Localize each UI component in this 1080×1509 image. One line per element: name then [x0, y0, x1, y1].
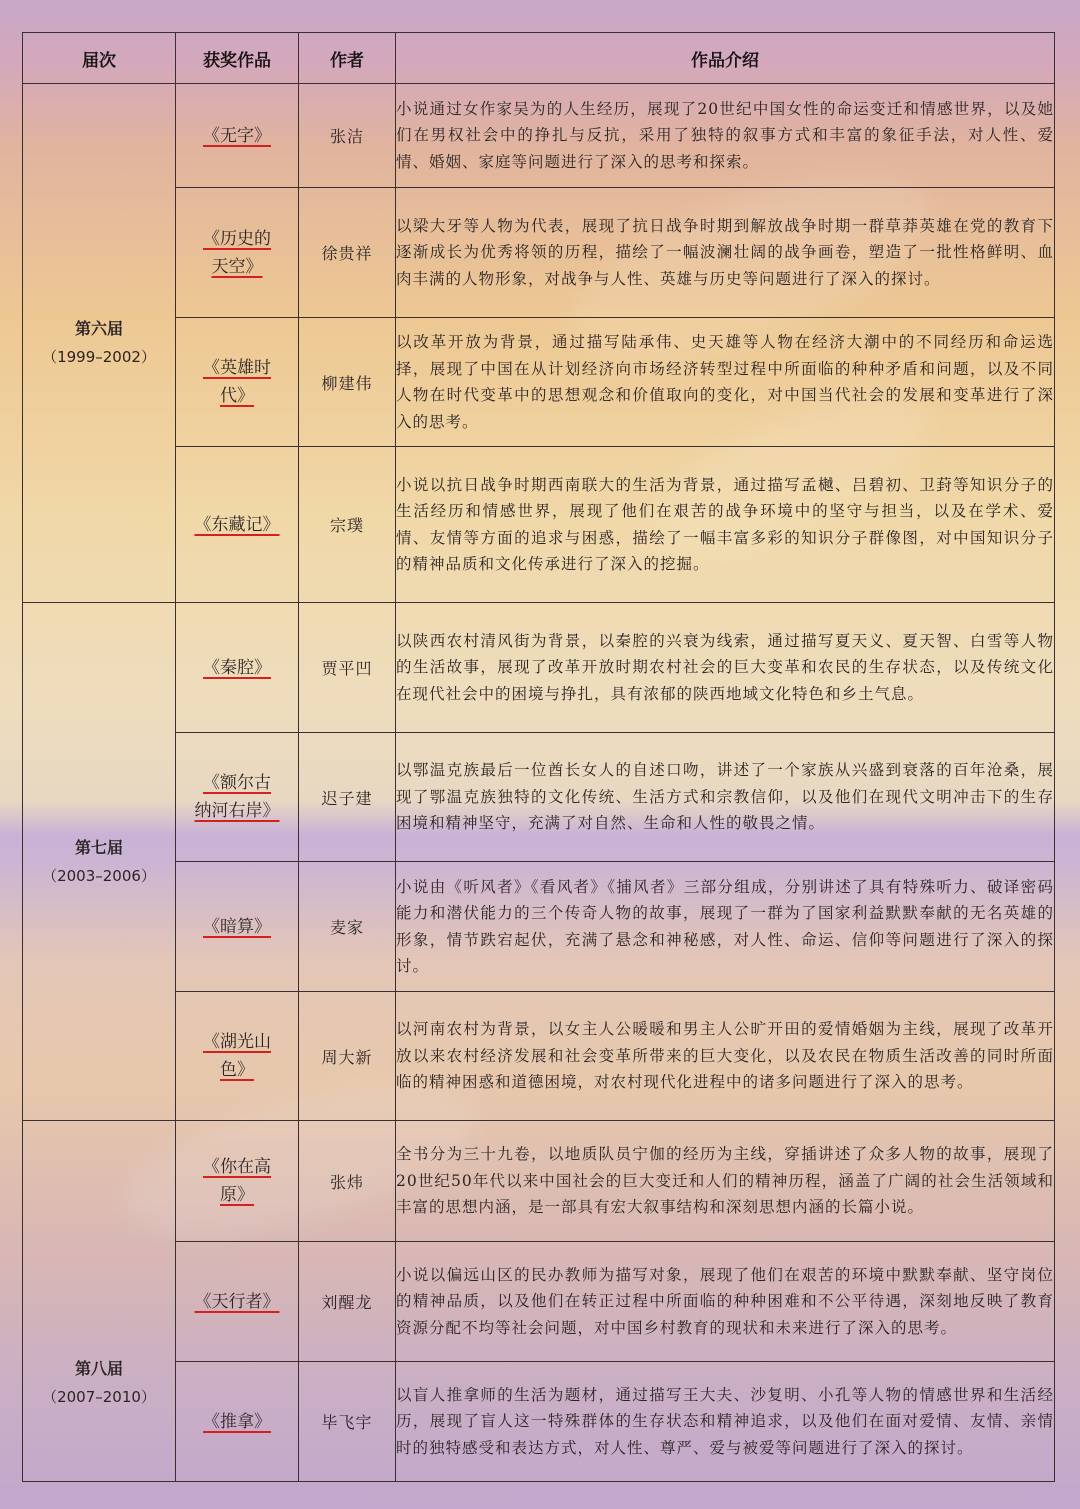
table-row [23, 84, 1055, 188]
table-row [23, 603, 1055, 733]
work-title[interactable]: 《暗算》 [203, 916, 271, 937]
intro-cell: 小说以偏远山区的民办教师为描写对象，展现了他们在艰苦的环境中默默奉献、坚守岗位的精神品质，以及他们在转正过程中所面临的种种困难和不公平待遇，深刻地反映了教育资源分配不均等社会问题，对中国乡村教育的现状和未来进行了深入的思考。 [396, 1242, 1055, 1362]
author-cell: 宗璞 [299, 447, 396, 603]
header-intro: 作品介绍 [396, 33, 1055, 84]
work-title[interactable]: 《无字》 [203, 125, 271, 146]
intro-cell: 小说通过女作家吴为的人生经历，展现了20世纪中国女性的命运变迁和情感世界，以及她们在男权社会中的挣扎与反抗，采用了独特的叙事方式和丰富的象征手法，对人性、爱情、婚姻、家庭等问题进行了深入的思考和探索。 [396, 84, 1055, 188]
awards-table [22, 32, 1055, 1482]
work-cell [176, 1362, 299, 1482]
intro-cell: 小说以抗日战争时期西南联大的生活为背景，通过描写孟樾、吕碧初、卫葑等知识分子的生活经历和情感世界，展现了他们在艰苦的战争环境中的坚守与担当，以及在学术、爱情、友情等方面的追求与困惑，描绘了一幅丰富多彩的知识分子群像图，对中国知识分子的精神品质和文化传承进行了深入的挖掘。 [396, 447, 1055, 603]
session-cell [23, 1121, 176, 1482]
author-cell: 周大新 [299, 992, 396, 1121]
work-title[interactable]: 《推拿》 [203, 1411, 271, 1432]
work-title[interactable]: 《秦腔》 [203, 657, 271, 678]
table-row [23, 318, 1055, 447]
work-cell [176, 733, 299, 862]
work-title[interactable]: 《历史的 [203, 228, 271, 249]
table-row [23, 1121, 1055, 1242]
work-title[interactable]: 《你在高 [203, 1157, 271, 1177]
table-row [23, 733, 1055, 862]
author-cell: 毕飞宇 [299, 1362, 396, 1482]
work-title[interactable]: 《额尔古 [203, 773, 271, 793]
header-author: 作者 [299, 33, 396, 84]
table-row [23, 992, 1055, 1121]
intro-cell: 以鄂温克族最后一位酋长女人的自述口吻，讲述了一个家族从兴盛到衰落的百年沧桑，展现了鄂温克族独特的文化传统、生活方式和宗教信仰，以及他们在现代文明冲击下的生存困境和精神坚守，充满了对自然、生命和人性的敬畏之情。 [396, 733, 1055, 862]
session-name: 第八届 [74, 1359, 123, 1378]
intro-cell: 全书分为三十九卷，以地质队员宁伽的经历为主线，穿插讲述了众多人物的故事，展现了20世纪50年代以来中国社会的巨大变迁和人们的精神历程，涵盖了广阔的社会生活领域和丰富的思想内涵，是一部具有宏大叙事结构和深刻思想内涵的长篇小说。 [396, 1121, 1055, 1242]
work-cell [176, 603, 299, 733]
work-title[interactable]: 纳河右岸》 [194, 801, 280, 821]
table-row [23, 862, 1055, 992]
author-cell: 张洁 [299, 84, 396, 188]
work-cell [176, 188, 299, 318]
work-title[interactable]: 色》 [220, 1060, 254, 1080]
table-row [23, 1362, 1055, 1482]
session-cell [23, 603, 176, 1121]
intro-cell: 以河南农村为背景，以女主人公暖暖和男主人公旷开田的爱情婚姻为主线，展现了改革开放以来农村经济发展和社会变革所带来的巨大变化，以及农民在物质生活改善的同时所面临的精神困惑和道德困境，对农村现代化进程中的诸多问题进行了深入的思考。 [396, 992, 1055, 1121]
work-cell [176, 318, 299, 447]
work-title[interactable]: 原》 [220, 1185, 254, 1205]
table-row [23, 188, 1055, 318]
session-years: （2003–2006） [42, 866, 156, 885]
intro-cell: 以盲人推拿师的生活为题材，通过描写王大夫、沙复明、小孔等人物的情感世界和生活经历，展现了盲人这一特殊群体的生存状态和精神追求，以及他们在面对爱情、友情、亲情时的独特感受和表达方式，对人性、尊严、爱与被爱等问题进行了深入的探讨。 [396, 1362, 1055, 1482]
work-cell [176, 84, 299, 188]
session-cell [23, 84, 176, 603]
work-cell [176, 1121, 299, 1242]
work-cell [176, 862, 299, 992]
author-cell: 柳建伟 [299, 318, 396, 447]
work-cell [176, 992, 299, 1121]
header-session: 届次 [23, 33, 176, 84]
work-title[interactable]: 《湖光山 [203, 1032, 271, 1052]
intro-cell: 以梁大牙等人物为代表，展现了抗日战争时期到解放战争时期一群草莽英雄在党的教育下逐渐成长为优秀将领的历程，描绘了一幅波澜壮阔的战争画卷，塑造了一批性格鲜明、血肉丰满的人物形象，对战争与人性、英雄与历史等问题进行了深入的探讨。 [396, 188, 1055, 318]
work-title[interactable]: 《天行者》 [194, 1291, 280, 1312]
work-cell [176, 447, 299, 603]
work-title[interactable]: 《东藏记》 [194, 514, 280, 535]
header-work: 获奖作品 [176, 33, 299, 84]
author-cell: 迟子建 [299, 733, 396, 862]
intro-cell: 小说由《听风者》《看风者》《捕风者》三部分组成，分别讲述了具有特殊听力、破译密码能力和潜伏能力的三个传奇人物的故事，展现了一群为了国家利益默默奉献的无名英雄的形象，情节跌宕起伏，充满了悬念和神秘感，对人性、命运、信仰等问题进行了深入的探讨。 [396, 862, 1055, 992]
intro-cell: 以改革开放为背景，通过描写陆承伟、史天雄等人物在经济大潮中的不同经历和命运选择，展现了中国在从计划经济向市场经济转型过程中所面临的种种矛盾和问题，以及不同人物在时代变革中的思想观念和价值取向的变化，对中国当代社会的发展和变革进行了深入的思考。 [396, 318, 1055, 447]
work-title[interactable]: 天空》 [211, 256, 263, 277]
table-row [23, 447, 1055, 603]
intro-cell: 以陕西农村清风街为背景，以秦腔的兴衰为线索，通过描写夏天义、夏天智、白雪等人物的生活故事，展现了改革开放时期农村社会的巨大变革和农民的生存状态，以及传统文化在现代社会中的困境与挣扎，具有浓郁的陕西地域文化特色和乡土气息。 [396, 603, 1055, 733]
author-cell: 张炜 [299, 1121, 396, 1242]
session-years: （2007–2010） [42, 1388, 156, 1406]
session-name: 第七届 [74, 837, 123, 857]
author-cell: 麦家 [299, 862, 396, 992]
author-cell: 贾平凹 [299, 603, 396, 733]
table-row [23, 1242, 1055, 1362]
work-cell [176, 1242, 299, 1362]
header-row [23, 33, 1055, 84]
author-cell: 徐贵祥 [299, 188, 396, 318]
session-years: （1999–2002） [42, 348, 156, 366]
session-name: 第六届 [74, 319, 123, 338]
author-cell: 刘醒龙 [299, 1242, 396, 1362]
work-title[interactable]: 《英雄时 [203, 358, 271, 378]
work-title[interactable]: 代》 [220, 386, 254, 406]
